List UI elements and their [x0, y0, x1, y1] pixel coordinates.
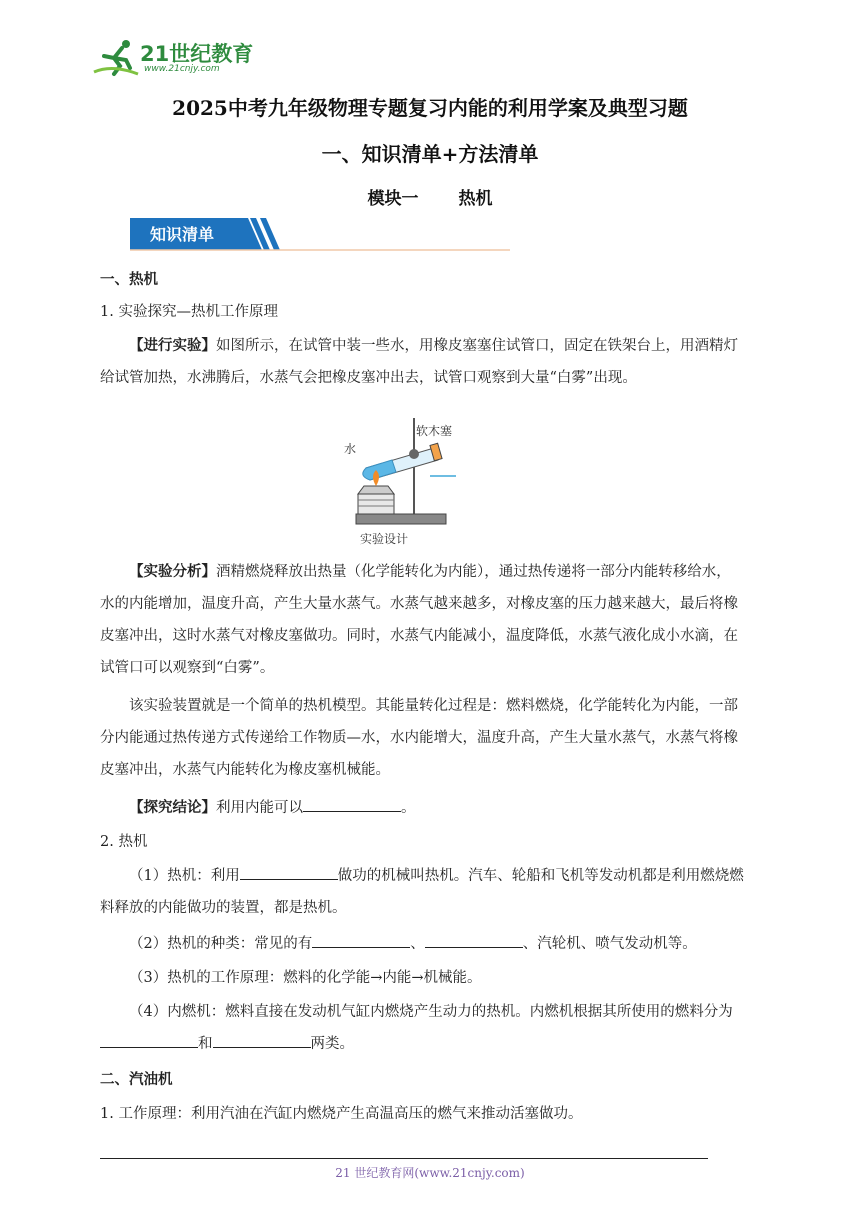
heading-heat-engine: 一、热机 — [100, 271, 158, 288]
tag-conclusion: 【探究结论】 — [129, 799, 216, 816]
model-paragraph — [100, 690, 780, 786]
figure-caption: 实验设计 — [360, 532, 409, 546]
answer-blank[interactable] — [312, 931, 410, 948]
module-title — [0, 184, 860, 209]
text-line: 皮塞冲出，水蒸气内能转化为橡皮塞机械能。 — [100, 762, 390, 778]
label-cork: 软木塞 — [416, 424, 453, 438]
text-fragment: （4）内燃机：燃料直接在发动机气缸内燃烧产生动力的热机。内燃机根据其所使用的燃料分为 — [129, 1004, 733, 1020]
banner-label: 知识清单 — [150, 225, 215, 244]
module-name: 热机 — [458, 189, 493, 209]
answer-blank[interactable] — [303, 795, 401, 812]
text-fragment: 。 — [401, 800, 416, 816]
answer-blank[interactable] — [240, 863, 338, 880]
footer-divider — [100, 1158, 708, 1159]
site-logo — [92, 36, 262, 80]
text-fragment: 利用内能可以 — [216, 800, 303, 816]
text-line: 皮塞冲出，这时水蒸气对橡皮塞做功。同时，水蒸气内能减小，温度降低，水蒸气液化成小水滴，在 — [100, 628, 738, 644]
text-line: 分内能通过热传递方式传递给工作物质—水，水内能增大，温度升高，产生大量水蒸气，水蒸气将橡 — [100, 730, 738, 746]
heading-gasoline-engine: 二、汽油机 — [100, 1071, 173, 1088]
text-line: 料释放的内能做功的装置，都是热机。 — [100, 900, 347, 916]
tag-experiment: 【进行实验】 — [129, 337, 216, 354]
text-fragment: 两类。 — [310, 1036, 354, 1052]
point-4 — [100, 996, 780, 1060]
text-line: 酒精燃烧释放出热量（化学能转化为内能），通过热传递将一部分内能转移给水， — [216, 564, 731, 580]
text-line: 给试管加热，水沸腾后，水蒸气会把橡皮塞冲出去，试管口观察到大量“白雾”出现。 — [100, 370, 637, 386]
item-experiment: 1. 实验探究—热机工作原理 — [100, 304, 278, 320]
footer-link[interactable]: 21 世纪教育网(www.21cnjy.com) — [335, 1166, 525, 1180]
text-line: 如图所示，在试管中装一些水，用橡皮塞塞住试管口，固定在铁架台上，用酒精灯 — [216, 338, 738, 354]
logo-url: www.21cnjy.com — [144, 64, 220, 74]
module-number: 模块一 — [367, 189, 419, 209]
answer-blank[interactable] — [425, 931, 523, 948]
text-fragment: 、汽轮机、喷气发动机等。 — [522, 936, 697, 952]
point-1 — [100, 860, 780, 924]
text-line: 该实验装置就是一个简单的热机模型。其能量转化过程是：燃料燃烧，化学能转化为内能，一部 — [129, 698, 738, 714]
text-fragment: 和 — [198, 1036, 213, 1052]
label-water: 水 — [344, 442, 357, 456]
text-fragment: （2）热机的种类：常见的有 — [129, 936, 313, 952]
point-3 — [100, 962, 764, 994]
tag-analysis: 【实验分析】 — [129, 563, 216, 580]
section-title: 一、知识清单+方法清单 — [321, 142, 539, 166]
logo-text: 21世纪教育 — [140, 42, 254, 66]
text-fragment: 、 — [410, 936, 425, 952]
answer-blank[interactable] — [100, 1031, 198, 1048]
item-working-principle: 1. 工作原理：利用汽油在汽缸内燃烧产生高温高压的燃气来推动活塞做功。 — [100, 1106, 583, 1122]
text-fragment: （1）热机：利用 — [129, 868, 240, 884]
conclusion-line — [100, 792, 764, 824]
item-heat-engine: 2. 热机 — [100, 834, 148, 850]
document-title: 2025中考九年级物理专题复习内能的利用学案及典型习题 — [172, 96, 688, 120]
point-2 — [100, 928, 780, 960]
answer-blank[interactable] — [213, 1031, 311, 1048]
runner-logo-icon — [92, 38, 142, 78]
text-line: 水的内能增加，温度升高，产生大量水蒸气。水蒸气越来越多，对橡皮塞的压力越来越大，最后将橡 — [100, 596, 738, 612]
analysis-paragraph — [100, 556, 780, 684]
experiment-figure — [336, 410, 466, 550]
text-fragment: 做功的机械叫热机。汽车、轮船和飞机等发动机都是利用燃烧燃 — [337, 868, 744, 884]
text-line: （3）热机的工作原理：燃料的化学能→内能→机械能。 — [129, 970, 482, 986]
experiment-paragraph — [100, 330, 780, 394]
text-line: 试管口可以观察到“白雾”。 — [100, 660, 275, 676]
